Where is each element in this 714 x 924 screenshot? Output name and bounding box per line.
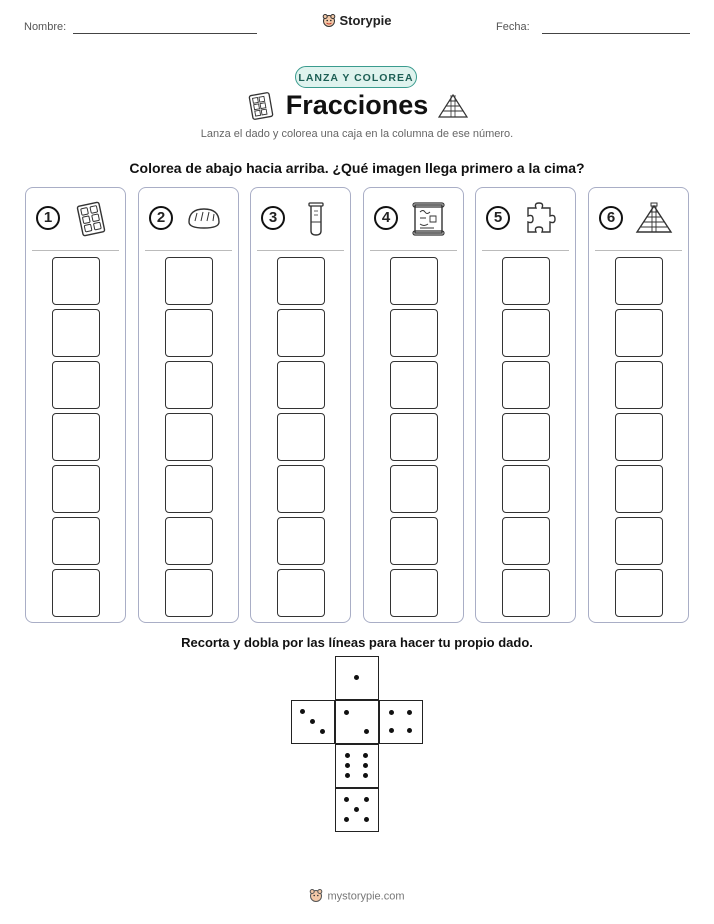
subtitle: Lanza el dado y colorea una caja en la columna de ese número. xyxy=(200,128,514,140)
die-pip xyxy=(300,709,305,714)
die-face-4 xyxy=(379,700,423,744)
column-3 xyxy=(250,187,351,623)
column-divider xyxy=(482,250,569,251)
die-pip xyxy=(364,797,369,802)
color-box[interactable] xyxy=(390,361,438,409)
color-box[interactable] xyxy=(165,517,213,565)
column-2 xyxy=(138,187,239,623)
column-1 xyxy=(25,187,126,623)
color-box[interactable] xyxy=(615,413,663,461)
color-box[interactable] xyxy=(277,257,325,305)
name-line[interactable] xyxy=(73,33,257,34)
color-box[interactable] xyxy=(615,361,663,409)
color-box[interactable] xyxy=(165,257,213,305)
die-pip xyxy=(344,797,349,802)
color-box[interactable] xyxy=(277,309,325,357)
instruction: Colorea de abajo hacia arriba. ¿Qué imagen llega primero a la cima? xyxy=(129,160,585,176)
color-box[interactable] xyxy=(52,257,100,305)
color-box[interactable] xyxy=(502,517,550,565)
test-tube-icon xyxy=(297,200,335,238)
die-pip xyxy=(344,817,349,822)
die-pip xyxy=(320,729,325,734)
color-box[interactable] xyxy=(165,361,213,409)
color-box[interactable] xyxy=(502,569,550,617)
die-face-3 xyxy=(291,700,335,744)
color-box[interactable] xyxy=(502,257,550,305)
die-pip xyxy=(310,719,315,724)
color-box[interactable] xyxy=(52,413,100,461)
color-box[interactable] xyxy=(277,517,325,565)
die-pip xyxy=(344,710,349,715)
color-box[interactable] xyxy=(390,413,438,461)
column-number: 2 xyxy=(149,206,173,230)
column-number: 5 xyxy=(486,206,510,230)
column-number: 6 xyxy=(599,206,623,230)
puzzle-piece-icon xyxy=(522,200,560,238)
die-instruction: Recorta y dobla por las líneas para hacer tu propio dado. xyxy=(181,635,533,650)
color-box[interactable] xyxy=(165,569,213,617)
column-number: 3 xyxy=(261,206,285,230)
die-pip xyxy=(363,763,368,768)
brand xyxy=(0,13,714,30)
color-box[interactable] xyxy=(502,465,550,513)
color-box[interactable] xyxy=(277,413,325,461)
color-box[interactable] xyxy=(165,465,213,513)
die-face-6 xyxy=(335,744,379,788)
color-box[interactable] xyxy=(277,361,325,409)
name-label: Nombre: xyxy=(24,21,67,33)
brand-name: Storypie xyxy=(339,13,392,28)
die-face-1 xyxy=(335,656,379,700)
die-pip xyxy=(345,753,350,758)
column-divider xyxy=(595,250,682,251)
die-pip xyxy=(389,728,394,733)
die-pip xyxy=(364,817,369,822)
color-box[interactable] xyxy=(277,465,325,513)
chocolate-bar-icon xyxy=(72,200,110,238)
color-box[interactable] xyxy=(390,517,438,565)
color-box[interactable] xyxy=(390,569,438,617)
column-divider xyxy=(145,250,232,251)
column-4 xyxy=(363,187,464,623)
column-6 xyxy=(588,187,689,623)
column-5 xyxy=(475,187,576,623)
footer-url[interactable]: mystorypie.com xyxy=(327,890,405,903)
column-divider xyxy=(370,250,457,251)
date-label: Fecha: xyxy=(496,21,530,33)
scroll-map-icon xyxy=(410,200,448,238)
die-pip xyxy=(345,763,350,768)
color-box[interactable] xyxy=(52,465,100,513)
color-box[interactable] xyxy=(615,517,663,565)
color-box[interactable] xyxy=(615,569,663,617)
color-box[interactable] xyxy=(52,361,100,409)
pyramid-icon xyxy=(635,200,673,238)
color-box[interactable] xyxy=(615,257,663,305)
column-divider xyxy=(257,250,344,251)
color-box[interactable] xyxy=(165,413,213,461)
die-face-2 xyxy=(335,700,379,744)
die-pip xyxy=(407,710,412,715)
pyramid-icon xyxy=(437,93,469,119)
die-pip xyxy=(354,675,359,680)
die-pip xyxy=(363,753,368,758)
color-box[interactable] xyxy=(390,465,438,513)
color-box[interactable] xyxy=(502,361,550,409)
die-pip xyxy=(354,807,359,812)
footer xyxy=(0,888,714,905)
color-box[interactable] xyxy=(52,309,100,357)
page-title: Fracciones xyxy=(285,90,429,120)
column-number: 1 xyxy=(36,206,60,230)
column-divider xyxy=(32,250,119,251)
color-box[interactable] xyxy=(277,569,325,617)
die-pip xyxy=(363,773,368,778)
bread-icon xyxy=(185,200,223,238)
date-line[interactable] xyxy=(542,33,690,34)
color-box[interactable] xyxy=(615,465,663,513)
color-box[interactable] xyxy=(52,569,100,617)
color-box[interactable] xyxy=(502,309,550,357)
color-box[interactable] xyxy=(615,309,663,357)
color-box[interactable] xyxy=(165,309,213,357)
die-pip xyxy=(407,728,412,733)
die-face-5 xyxy=(335,788,379,832)
color-box[interactable] xyxy=(390,309,438,357)
column-number: 4 xyxy=(374,206,398,230)
color-box[interactable] xyxy=(52,517,100,565)
color-box[interactable] xyxy=(502,413,550,461)
die-pip xyxy=(345,773,350,778)
color-box[interactable] xyxy=(390,257,438,305)
die-pip xyxy=(364,729,369,734)
die-pip xyxy=(389,710,394,715)
activity-badge: LANZA Y COLOREA xyxy=(295,66,417,88)
storypie-logo-icon xyxy=(322,13,336,30)
storypie-logo-icon xyxy=(309,888,323,905)
